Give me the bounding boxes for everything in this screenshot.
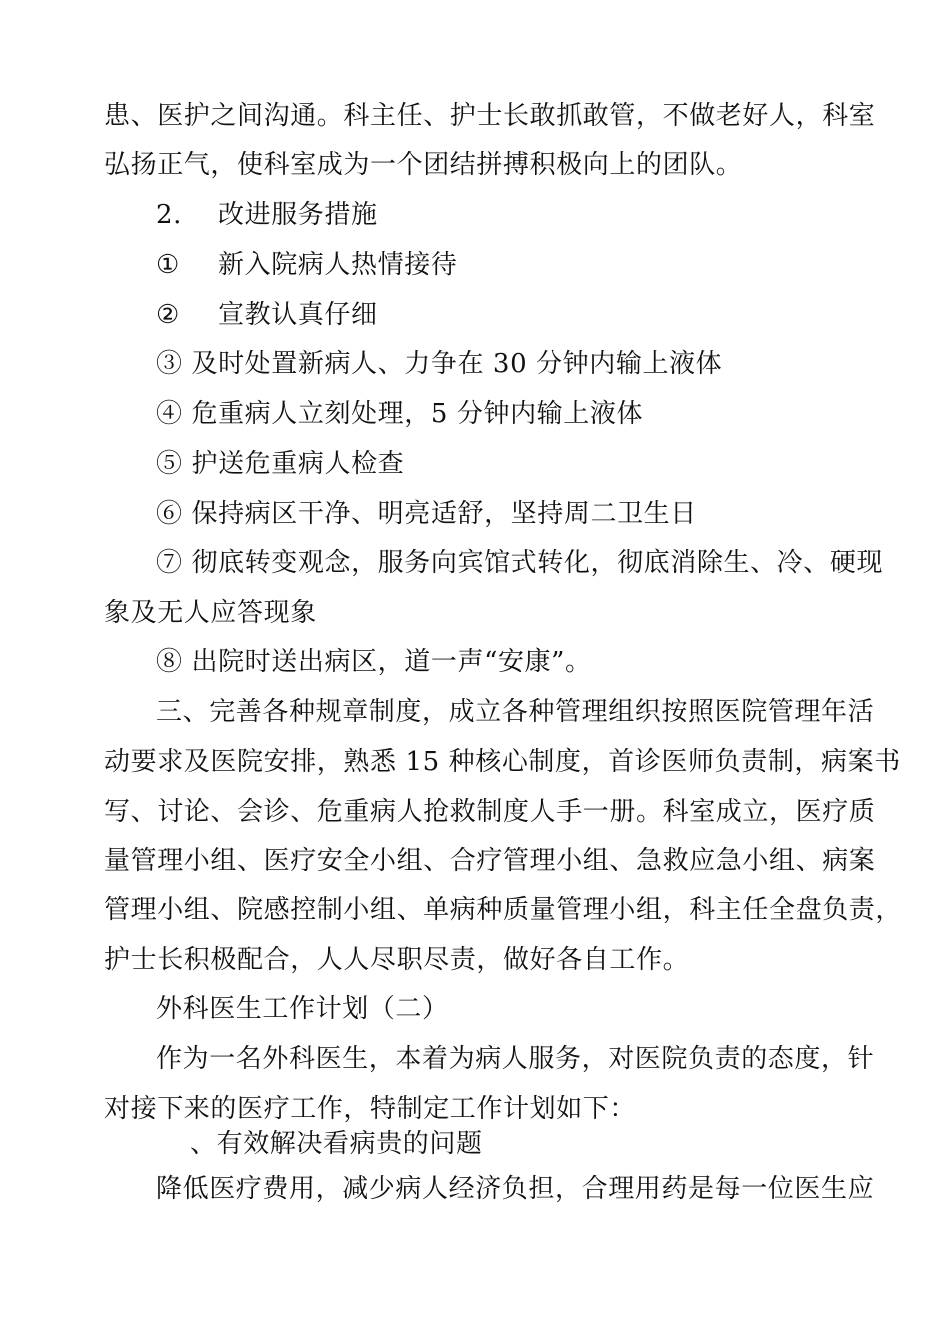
paragraph-line: 降低医疗费用，减少病人经济负担，合理用药是每一位医生应 [156,1174,875,1204]
paragraph-line: 管理小组、院感控制小组、单病种质量管理小组，科主任全盘负责， [104,895,903,925]
paragraph-line: 护士长积极配合，人人尽职尽责，做好各自工作。 [104,945,690,975]
item-text: 新入院病人热情接待 [218,250,458,280]
numbered-item [156,248,457,282]
list-item: ⑥ 保持病区干净、明亮适舒，坚持周二卫生日 [156,499,697,529]
section-heading: 三、完善各种规章制度，成立各种管理组织按照医院管理年活 [156,697,875,727]
paragraph-line: 象及无人应答现象 [104,598,317,628]
numbered-item [156,198,378,232]
list-item: ⑦ 彻底转变观念，服务向宾馆式转化，彻底消除生、冷、硬现 [156,548,884,578]
paragraph-line: 写、讨论、会诊、危重病人抢救制度人手一册。科室成立，医疗质 [104,797,876,827]
subheading: 、有效解决看病贵的问题 [190,1129,483,1159]
list-item: ④ 危重病人立刻处理，5 分钟内输上液体 [156,399,644,429]
paragraph-line: 作为一名外科医生，本着为病人服务，对医院负责的态度，针 [156,1044,875,1074]
item-number: ② [156,300,180,330]
document-subtitle: 外科医生工作计划（二） [156,994,449,1024]
paragraph-line: 弘扬正气，使科室成为一个团结拼搏积极向上的团队。 [104,150,743,180]
paragraph-line: 患、医护之间沟通。科主任、护士长敢抓敢管，不做老好人，科室 [104,101,876,131]
item-text: 改进服务措施 [218,200,378,230]
item-number: 2. [156,200,183,230]
paragraph-line: 对接下来的医疗工作，特制定工作计划如下： [104,1094,637,1124]
item-text: 宣教认真仔细 [218,300,378,330]
paragraph-line: 动要求及医院安排，熟悉 15 种核心制度，首诊医师负责制，病案书 [104,747,901,777]
item-number: ① [156,250,180,280]
list-item: ⑤ 护送危重病人检查 [156,449,405,479]
list-item: ⑧ 出院时送出病区，道一声“安康”。 [156,647,592,677]
numbered-item [156,298,378,332]
list-item: ③ 及时处置新病人、力争在 30 分钟内输上液体 [156,349,723,379]
paragraph-line: 量管理小组、医疗安全小组、合疗管理小组、急救应急小组、病案 [104,846,876,876]
